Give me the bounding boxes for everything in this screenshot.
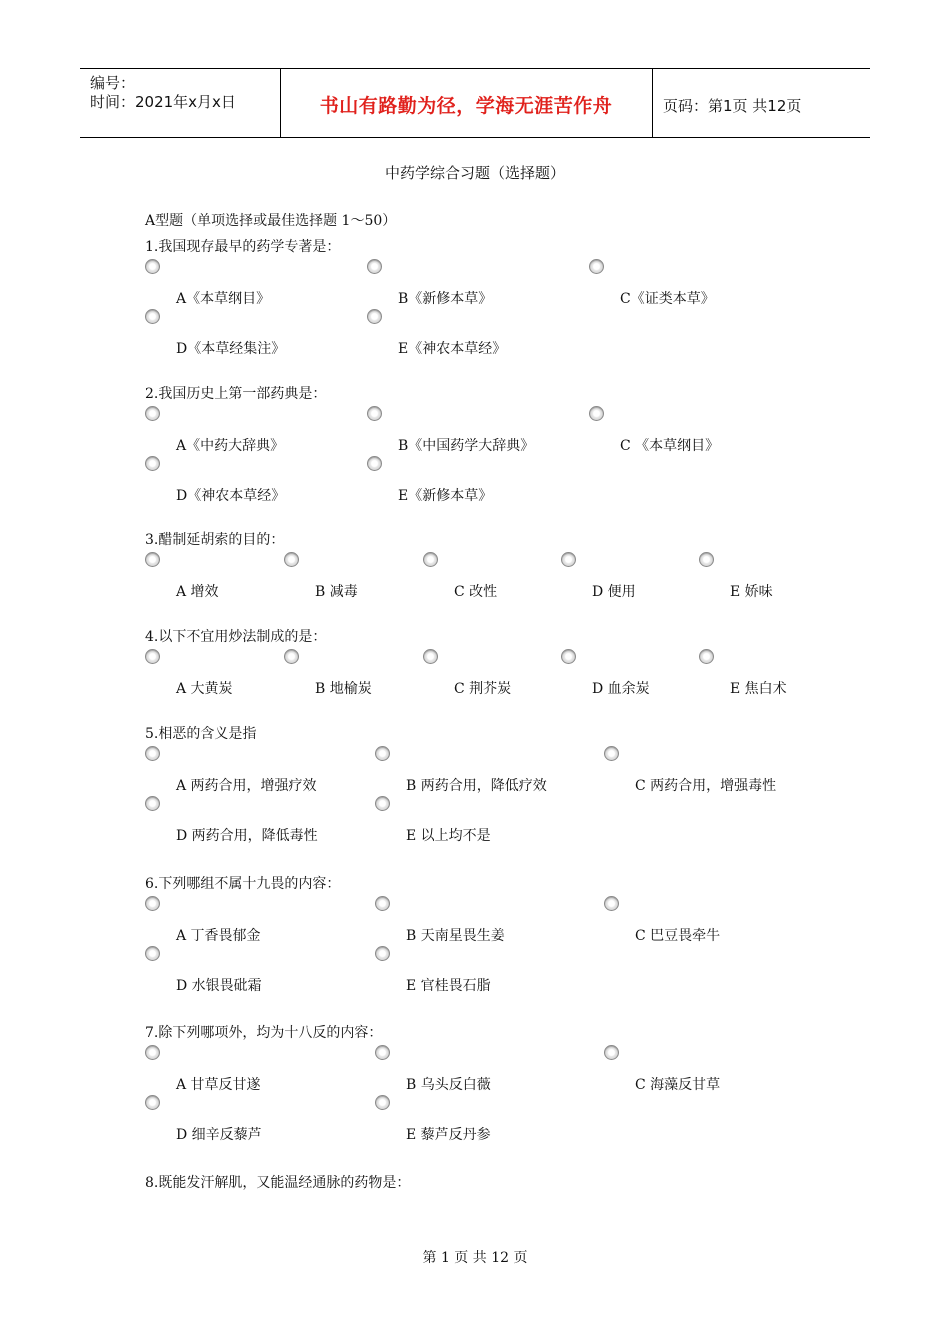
option-c-label: C 巴豆畏牵牛 bbox=[635, 928, 721, 944]
option-a-label: A 两药合用，增强疗效 bbox=[176, 778, 317, 794]
option-c-label: C 两药合用，增强毒性 bbox=[635, 778, 777, 794]
option-e-radio[interactable] bbox=[375, 796, 390, 811]
option-c-radio[interactable] bbox=[604, 896, 619, 911]
option-b-label: B 两药合用，降低疗效 bbox=[406, 778, 547, 794]
option-a-radio[interactable] bbox=[145, 552, 160, 567]
document-number-label: 编号： bbox=[90, 74, 136, 92]
option-e-label: E 焦白术 bbox=[730, 681, 787, 697]
option-a-label: A《本草纲目》 bbox=[176, 291, 271, 307]
option-d-label: D 两药合用，降低毒性 bbox=[176, 828, 318, 844]
option-d-radio[interactable] bbox=[145, 309, 160, 324]
option-d-radio[interactable] bbox=[145, 456, 160, 471]
option-e-label: E《神农本草经》 bbox=[398, 341, 507, 357]
option-d-radio[interactable] bbox=[145, 796, 160, 811]
option-b-label: B《新修本草》 bbox=[398, 291, 493, 307]
option-c-radio[interactable] bbox=[589, 406, 604, 421]
option-a-radio[interactable] bbox=[145, 406, 160, 421]
page-footer: 第 1 页 共 12 页 bbox=[422, 1250, 528, 1266]
option-d-radio[interactable] bbox=[561, 552, 576, 567]
option-d-radio[interactable] bbox=[561, 649, 576, 664]
option-c-radio[interactable] bbox=[423, 552, 438, 567]
question-stem: 3.醋制延胡索的目的： bbox=[145, 532, 285, 548]
option-c-radio[interactable] bbox=[423, 649, 438, 664]
header-page-indicator: 页码：第1页 共12页 bbox=[663, 97, 802, 115]
option-b-radio[interactable] bbox=[367, 259, 382, 274]
option-e-label: E 官桂畏石脂 bbox=[406, 978, 491, 994]
section-heading: A型题（单项选择或最佳选择题 1～50） bbox=[145, 213, 397, 229]
option-d-label: D 水银畏砒霜 bbox=[176, 978, 262, 994]
option-c-label: C 海藻反甘草 bbox=[635, 1077, 721, 1093]
option-c-label: C 《本草纲目》 bbox=[620, 438, 720, 454]
option-c-radio[interactable] bbox=[589, 259, 604, 274]
option-b-radio[interactable] bbox=[284, 649, 299, 664]
option-a-radio[interactable] bbox=[145, 259, 160, 274]
option-b-radio[interactable] bbox=[284, 552, 299, 567]
option-c-label: C《证类本草》 bbox=[620, 291, 715, 307]
option-e-radio[interactable] bbox=[367, 309, 382, 324]
option-b-label: B 天南星畏生姜 bbox=[406, 928, 505, 944]
option-a-label: A 丁香畏郁金 bbox=[176, 928, 261, 944]
document-time-label: 时间：2021年x月x日 bbox=[90, 93, 236, 111]
option-a-label: A 大黄炭 bbox=[176, 681, 233, 697]
option-d-radio[interactable] bbox=[145, 946, 160, 961]
option-d-label: D《神农本草经》 bbox=[176, 488, 286, 504]
option-a-radio[interactable] bbox=[145, 896, 160, 911]
option-e-label: E 藜芦反丹参 bbox=[406, 1127, 491, 1143]
option-e-label: E《新修本草》 bbox=[398, 488, 493, 504]
option-a-label: A 甘草反甘遂 bbox=[176, 1077, 261, 1093]
question-stem: 2.我国历史上第一部药典是： bbox=[145, 386, 327, 402]
option-b-radio[interactable] bbox=[375, 1045, 390, 1060]
option-c-radio[interactable] bbox=[604, 746, 619, 761]
option-e-radio[interactable] bbox=[375, 946, 390, 961]
option-b-radio[interactable] bbox=[375, 896, 390, 911]
header-page-cell bbox=[653, 69, 870, 137]
option-d-label: D 便用 bbox=[592, 584, 636, 600]
option-b-label: B 地榆炭 bbox=[315, 681, 372, 697]
option-b-radio[interactable] bbox=[367, 406, 382, 421]
option-d-label: D《本草经集注》 bbox=[176, 341, 286, 357]
option-e-radio[interactable] bbox=[699, 649, 714, 664]
question-stem: 1.我国现存最早的药学专著是： bbox=[145, 239, 341, 255]
option-b-label: B 乌头反白薇 bbox=[406, 1077, 491, 1093]
option-a-radio[interactable] bbox=[145, 1045, 160, 1060]
option-c-label: C 荆芥炭 bbox=[454, 681, 512, 697]
option-a-label: A 增效 bbox=[176, 584, 219, 600]
question-stem: 7.除下列哪项外，均为十八反的内容： bbox=[145, 1025, 383, 1041]
option-d-label: D 血余炭 bbox=[592, 681, 650, 697]
option-a-radio[interactable] bbox=[145, 746, 160, 761]
option-c-label: C 改性 bbox=[454, 584, 498, 600]
option-e-radio[interactable] bbox=[367, 456, 382, 471]
option-b-radio[interactable] bbox=[375, 746, 390, 761]
option-e-label: E 以上均不是 bbox=[406, 828, 491, 844]
option-e-radio[interactable] bbox=[375, 1095, 390, 1110]
question-stem: 8.既能发汗解肌，又能温经通脉的药物是： bbox=[145, 1175, 411, 1191]
question-stem: 5.相恶的含义是指 bbox=[145, 726, 257, 742]
document-header bbox=[80, 68, 870, 138]
option-a-radio[interactable] bbox=[145, 649, 160, 664]
header-left-cell bbox=[80, 69, 281, 137]
question-stem: 6.下列哪组不属十九畏的内容： bbox=[145, 876, 341, 892]
option-c-radio[interactable] bbox=[604, 1045, 619, 1060]
page-title: 中药学综合习题（选择题） bbox=[384, 164, 565, 182]
option-d-label: D 细辛反藜芦 bbox=[176, 1127, 262, 1143]
option-a-label: A《中药大辞典》 bbox=[176, 438, 285, 454]
header-motto-cell bbox=[280, 69, 653, 137]
option-e-radio[interactable] bbox=[699, 552, 714, 567]
option-d-radio[interactable] bbox=[145, 1095, 160, 1110]
option-e-label: E 娇味 bbox=[730, 584, 773, 600]
question-stem: 4.以下不宜用炒法制成的是： bbox=[145, 629, 327, 645]
option-b-label: B 减毒 bbox=[315, 584, 358, 600]
option-b-label: B《中国药学大辞典》 bbox=[398, 438, 535, 454]
header-motto: 书山有路勤为径，学海无涯苦作舟 bbox=[319, 95, 613, 117]
